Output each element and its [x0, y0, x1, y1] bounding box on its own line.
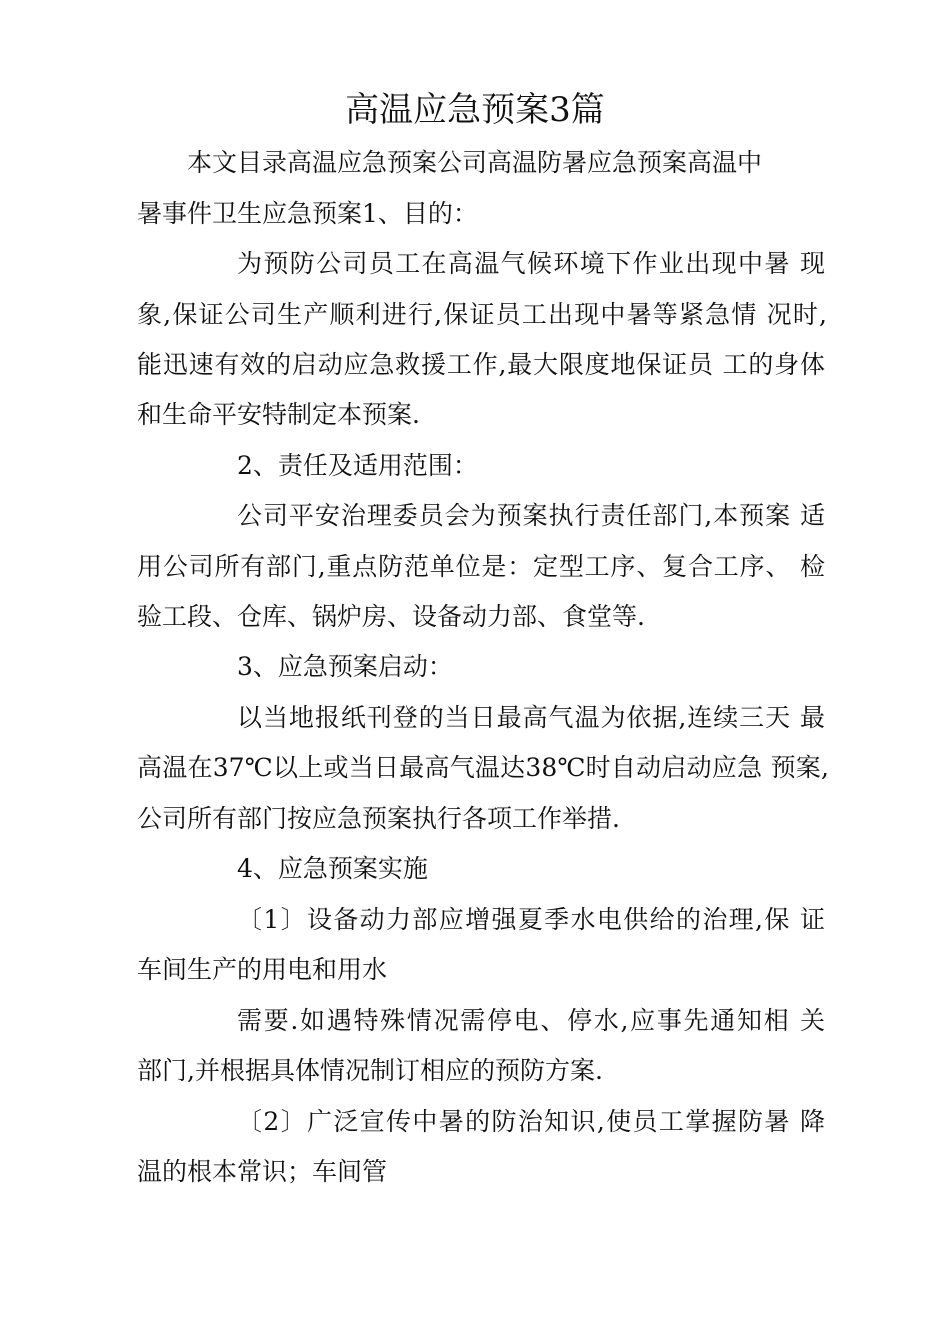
text-line-17: 车间生产的用电和用水 [137, 955, 388, 984]
text-line-16: 〔1〕设备动力部应增强夏季水电供给的治理,保 证 [237, 905, 825, 934]
text-line-18: 需要.如遇特殊情况需停电、停水,应事先通知相 关 [237, 1006, 825, 1035]
text-line-8: 公司平安治理委员会为预案执行责任部门,本预案 适 [237, 501, 825, 530]
text-line-2: 暑事件卫生应急预案1、目的： [137, 199, 478, 228]
text-line-21: 温的根本常识；车间管 [137, 1157, 388, 1186]
document-title: 高温应急预案3篇 [345, 90, 605, 130]
section-heading-3: 3、应急预案启动： [237, 652, 453, 681]
text-line-12: 以当地报纸刊登的当日最高气温为依据,连续三天 最 [237, 703, 825, 732]
text-line-10: 验工段、仓库、锅炉房、设备动力部、食堂等. [137, 602, 645, 631]
section-heading-2: 2、责任及适用范围： [237, 451, 478, 480]
text-line-19: 部门,并根据具体情况制订相应的预防方案. [137, 1056, 603, 1085]
text-line-14: 公司所有部门按应急预案执行各项工作举措. [137, 804, 620, 833]
text-line-5: 能迅速有效的启动应急救援工作,最大限度地保证员 工的身体 [137, 350, 825, 379]
text-line-20: 〔2〕广泛宣传中暑的防治知识,使员工掌握防暑 降 [237, 1107, 825, 1136]
text-line-4: 象,保证公司生产顺利进行,保证员工出现中暑等紧急情 况时, [137, 300, 827, 329]
text-line-9: 用公司所有部门,重点防范单位是：定型工序、复合工序、 检 [137, 552, 825, 581]
text-line-6: 和生命平安特制定本预案. [137, 400, 420, 429]
section-heading-4: 4、应急预案实施 [237, 854, 428, 883]
text-line-1: 本文目录高温应急预案公司高温防暑应急预案高温中 [187, 148, 763, 177]
text-line-3: 为预防公司员工在高温气候环境下作业出现中暑 现 [237, 249, 825, 278]
text-line-13: 高温在37℃以上或当日最高气温达38℃时自动启动应急 预案, [137, 753, 829, 782]
